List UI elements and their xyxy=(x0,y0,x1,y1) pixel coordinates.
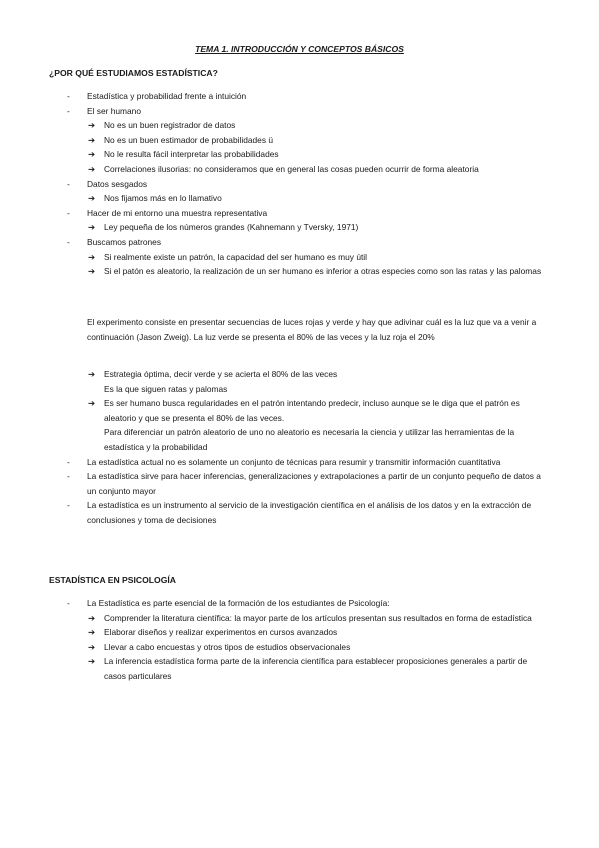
sub-list-item: ➔ Llevar a cabo encuestas y otros tipos de estudios observacionales xyxy=(0,640,599,655)
list-item: - Buscamos patrones xyxy=(0,235,599,250)
section-heading-statistics-psychology: ESTADÍSTICA EN PSICOLOGÍA xyxy=(49,575,177,585)
sub-list-item: ➔ Ley pequeña de los números grandes (Kahnemann y Tversky, 1971) xyxy=(0,220,599,235)
section-why-statistics-list xyxy=(0,89,599,279)
page-title: TEMA 1. INTRODUCCIÓN Y CONCEPTOS BÁSICOS xyxy=(195,44,404,54)
list-item: - Estadística y probabilidad frente a intuición xyxy=(0,89,599,104)
dash-bullet: - xyxy=(67,207,70,218)
dash-bullet: - xyxy=(67,236,70,247)
arrow-icon: ➔ xyxy=(88,163,96,174)
sub-list-item: ➔ Correlaciones ilusorias: no consideramos que en general las cosas pueden ocurrir de forma aleatoria xyxy=(0,162,599,177)
sub-list-item: ➔ Comprender la literatura científica: la mayor parte de los artículos presentan sus resultados en forma de estadística xyxy=(0,611,599,626)
arrow-icon: ➔ xyxy=(88,612,96,623)
sub-list-item: ➔ Es ser humano busca regularidades en el patrón intentando predecir, incluso aunque se le diga que el patrón es aleatorio y que se presenta el 80% de las veces. xyxy=(88,398,520,423)
sub-list-item: ➔ No es un buen registrador de datos xyxy=(0,118,599,133)
arrow-icon: ➔ xyxy=(88,641,96,652)
arrow-icon: ➔ xyxy=(88,627,96,638)
sub-list-item: ➔ Estrategia óptima, decir verde y se acierta el 80% de las veces xyxy=(0,367,599,382)
section-why-statistics-list-continued xyxy=(0,367,599,528)
section-statistics-psychology-list xyxy=(0,596,599,684)
dash-bullet: - xyxy=(67,91,70,101)
dash-bullet: - xyxy=(67,178,70,189)
dash-bullet: - xyxy=(67,105,70,116)
dash-bullet: - xyxy=(67,598,70,608)
list-item: - Hacer de mi entorno una muestra representativa xyxy=(0,206,599,221)
sub-list-continuation: Es la que siguen ratas y palomas xyxy=(104,383,228,394)
arrow-icon: ➔ xyxy=(88,266,96,277)
list-item: - La estadística es un instrumento al servicio de la investigación científica en el análisis de los datos y en la extracción de conclusiones y toma de decisiones xyxy=(67,500,532,525)
list-item: - El ser humano xyxy=(0,104,599,119)
arrow-icon: ➔ xyxy=(88,222,96,233)
arrow-icon: ➔ xyxy=(88,134,96,145)
experiment-paragraph-block xyxy=(0,315,599,344)
dash-bullet: - xyxy=(67,471,70,482)
sub-list-item: ➔ Si el patón es aleatorio, la realización de un ser humano es inferior a otras especies como son las ratas y las palomas xyxy=(0,264,599,279)
arrow-icon: ➔ xyxy=(88,398,96,409)
sub-list-item: ➔ No es un buen estimador de probabilidades ü xyxy=(0,133,599,148)
list-item: - La estadística sirve para hacer inferencias, generalizaciones y extrapolaciones a partir de un conjunto pequeño de datos a un conjunto mayor xyxy=(67,471,541,496)
arrow-icon: ➔ xyxy=(88,149,96,160)
list-item: - La estadística actual no es solamente un conjunto de técnicas para resumir y transmitir información cuantitativa xyxy=(0,455,599,470)
experiment-paragraph: El experimento consiste en presentar secuencias de luces rojas y verde y hay que adivinar cuál es la luz que va a venir a continuación (Jason Zweig). La luz verde se presenta el 80% de las veces y la luz roja el 20% xyxy=(87,317,537,342)
dash-bullet: - xyxy=(67,456,70,467)
sub-list-continuation: Para diferenciar un patrón aleatorio de uno no aleatorio es necesaria la ciencia y utilizar las herramientas de la estadística y la probabilidad xyxy=(104,427,515,452)
sub-list-item: ➔ Elaborar diseños y realizar experimentos en cursos avanzados xyxy=(0,625,599,640)
sub-list-item: ➔ Si realmente existe un patrón, la capacidad del ser humano es muy útil xyxy=(0,250,599,265)
arrow-icon: ➔ xyxy=(88,120,96,131)
arrow-icon: ➔ xyxy=(88,193,96,204)
arrow-icon: ➔ xyxy=(88,369,96,379)
list-item: - La Estadística es parte esencial de la formación de los estudiantes de Psicología: xyxy=(0,596,599,611)
list-item: - Datos sesgados xyxy=(0,177,599,192)
sub-list-item: ➔ Nos fijamos más en lo llamativo xyxy=(0,191,599,206)
dash-bullet: - xyxy=(67,500,70,511)
section-heading-why-statistics: ¿POR QUÉ ESTUDIAMOS ESTADÍSTICA? xyxy=(49,68,218,78)
sub-list-item: ➔ No le resulta fácil interpretar las probabilidades xyxy=(0,147,599,162)
sub-list-item: ➔ La inferencia estadística forma parte de la inferencia científica para establecer proposiciones generales a partir de casos particulares xyxy=(88,656,528,681)
arrow-icon: ➔ xyxy=(88,656,96,667)
arrow-icon: ➔ xyxy=(88,251,96,262)
